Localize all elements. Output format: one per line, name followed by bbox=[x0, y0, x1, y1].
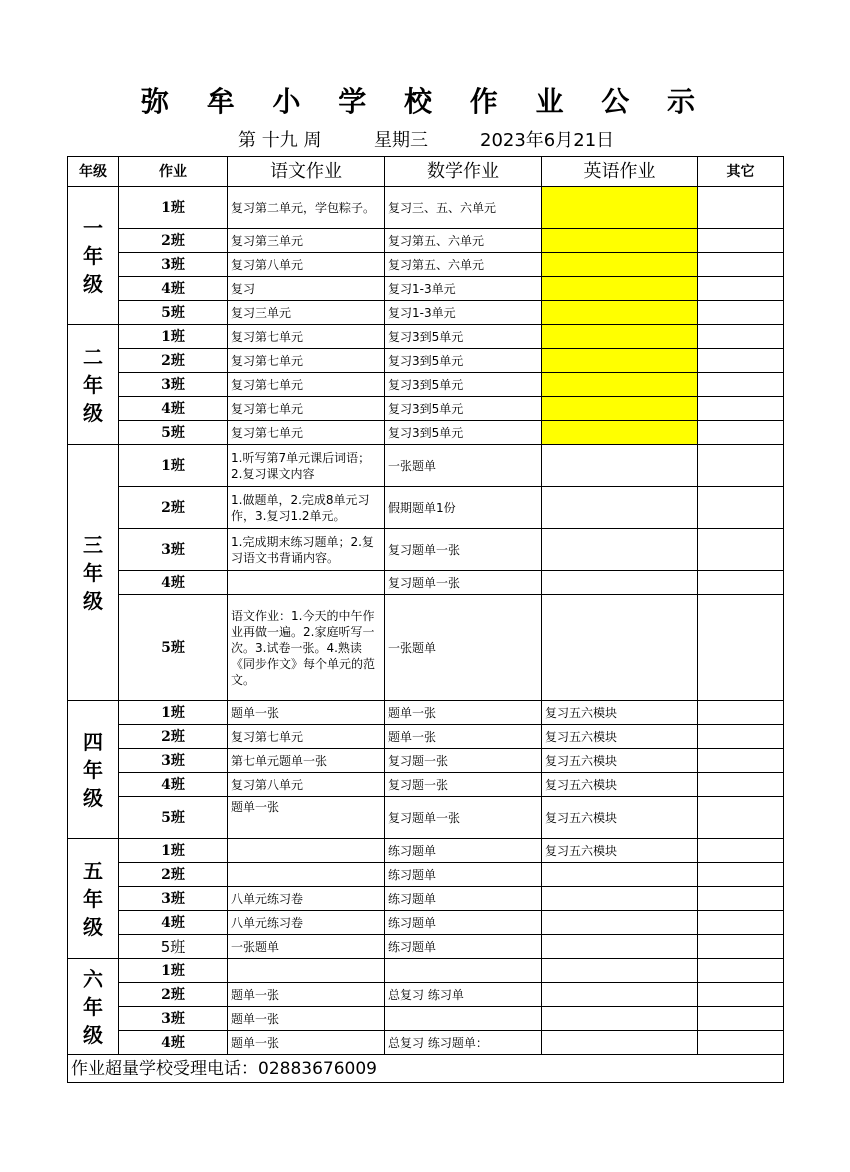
chinese-homework-cell: 1.完成期末练习题单；2.复习语文书背诵内容。 bbox=[228, 529, 385, 571]
chinese-homework-cell: 题单一张 bbox=[228, 1031, 385, 1055]
table-row bbox=[68, 373, 784, 397]
chinese-homework-cell: 复习第七单元 bbox=[228, 349, 385, 373]
chinese-homework-cell: 复习第八单元 bbox=[228, 253, 385, 277]
english-homework-cell bbox=[542, 301, 698, 325]
subtitle-row bbox=[0, 124, 850, 150]
class-label: 4班 bbox=[119, 773, 228, 797]
class-label: 2班 bbox=[119, 349, 228, 373]
chinese-homework-cell: 复习第七单元 bbox=[228, 373, 385, 397]
table-row bbox=[68, 325, 784, 349]
class-label: 3班 bbox=[119, 749, 228, 773]
other-homework-cell bbox=[698, 935, 784, 959]
table-row bbox=[68, 229, 784, 253]
other-homework-cell bbox=[698, 1007, 784, 1031]
math-homework-cell: 复习1-3单元 bbox=[385, 301, 542, 325]
page-title: 弥 牟 小 学 校 作 业 公 示 bbox=[141, 85, 709, 118]
table-row bbox=[68, 301, 784, 325]
chinese-homework-cell: 复习第七单元 bbox=[228, 421, 385, 445]
class-label: 1班 bbox=[119, 959, 228, 983]
class-label: 1班 bbox=[119, 445, 228, 487]
table-row bbox=[68, 529, 784, 571]
homework-table bbox=[67, 156, 784, 1083]
math-homework-cell: 练习题单 bbox=[385, 935, 542, 959]
other-homework-cell bbox=[698, 277, 784, 301]
table-row bbox=[68, 253, 784, 277]
other-homework-cell bbox=[698, 529, 784, 571]
chinese-homework-cell: 复习第二单元，学包粽子。 bbox=[228, 187, 385, 229]
table-row bbox=[68, 487, 784, 529]
english-homework-cell bbox=[542, 887, 698, 911]
header-row bbox=[68, 157, 784, 187]
english-homework-cell: 复习五六模块 bbox=[542, 749, 698, 773]
math-homework-cell bbox=[385, 1007, 542, 1031]
chinese-homework-cell: 题单一张 bbox=[228, 1007, 385, 1031]
class-label: 4班 bbox=[119, 397, 228, 421]
chinese-homework-cell: 1.听写第7单元课后词语；2.复习课文内容 bbox=[228, 445, 385, 487]
grade-label-text: 二年级 bbox=[83, 344, 103, 425]
other-homework-cell bbox=[698, 887, 784, 911]
english-homework-cell: 复习五六模块 bbox=[542, 797, 698, 839]
other-homework-cell bbox=[698, 349, 784, 373]
table-row bbox=[68, 959, 784, 983]
class-label: 2班 bbox=[119, 983, 228, 1007]
table-row bbox=[68, 935, 784, 959]
math-homework-cell: 题单一张 bbox=[385, 725, 542, 749]
table-row bbox=[68, 421, 784, 445]
class-label: 2班 bbox=[119, 725, 228, 749]
english-homework-cell bbox=[542, 373, 698, 397]
header-other: 其它 bbox=[698, 157, 784, 187]
table-row bbox=[68, 839, 784, 863]
english-homework-cell bbox=[542, 1007, 698, 1031]
header-grade: 年级 bbox=[68, 157, 119, 187]
english-homework-cell bbox=[542, 959, 698, 983]
chinese-homework-cell: 题单一张 bbox=[228, 797, 385, 839]
math-homework-cell: 练习题单 bbox=[385, 911, 542, 935]
chinese-homework-cell bbox=[228, 839, 385, 863]
english-homework-cell bbox=[542, 1031, 698, 1055]
math-homework-cell: 练习题单 bbox=[385, 887, 542, 911]
grade-label-text: 一年级 bbox=[83, 215, 103, 296]
math-homework-cell: 一张题单 bbox=[385, 445, 542, 487]
math-homework-cell: 一张题单 bbox=[385, 595, 542, 701]
header-math: 数学作业 bbox=[385, 157, 542, 187]
other-homework-cell bbox=[698, 749, 784, 773]
chinese-homework-cell: 语文作业：1.今天的中午作业再做一遍。2.家庭听写一次。3.试卷一张。4.熟读《同步作文》每个单元的范文。 bbox=[228, 595, 385, 701]
chinese-homework-cell: 复习第七单元 bbox=[228, 725, 385, 749]
header-homework: 作业 bbox=[119, 157, 228, 187]
table-row bbox=[68, 749, 784, 773]
english-homework-cell bbox=[542, 595, 698, 701]
table-row bbox=[68, 571, 784, 595]
other-homework-cell bbox=[698, 373, 784, 397]
english-homework-cell bbox=[542, 983, 698, 1007]
math-homework-cell: 复习题一张 bbox=[385, 749, 542, 773]
header-chinese: 语文作业 bbox=[228, 157, 385, 187]
chinese-homework-cell: 八单元练习卷 bbox=[228, 911, 385, 935]
other-homework-cell bbox=[698, 187, 784, 229]
other-homework-cell bbox=[698, 445, 784, 487]
chinese-homework-cell bbox=[228, 863, 385, 887]
class-label: 2班 bbox=[119, 487, 228, 529]
class-label: 1班 bbox=[119, 701, 228, 725]
math-homework-cell: 题单一张 bbox=[385, 701, 542, 725]
math-homework-cell: 复习3到5单元 bbox=[385, 397, 542, 421]
chinese-homework-cell: 题单一张 bbox=[228, 701, 385, 725]
table-row bbox=[68, 797, 784, 839]
chinese-homework-cell: 复习三单元 bbox=[228, 301, 385, 325]
other-homework-cell bbox=[698, 1031, 784, 1055]
grade-label-text: 五年级 bbox=[83, 858, 103, 939]
math-homework-cell: 复习3到5单元 bbox=[385, 421, 542, 445]
math-homework-cell bbox=[385, 959, 542, 983]
chinese-homework-cell: 复习 bbox=[228, 277, 385, 301]
table-row bbox=[68, 595, 784, 701]
math-homework-cell: 复习题一张 bbox=[385, 773, 542, 797]
english-homework-cell bbox=[542, 253, 698, 277]
table-row bbox=[68, 1031, 784, 1055]
class-label: 5班 bbox=[119, 421, 228, 445]
english-homework-cell bbox=[542, 863, 698, 887]
english-homework-cell bbox=[542, 445, 698, 487]
class-label: 5班 bbox=[119, 595, 228, 701]
math-homework-cell: 复习3到5单元 bbox=[385, 373, 542, 397]
class-label: 3班 bbox=[119, 1007, 228, 1031]
other-homework-cell bbox=[698, 229, 784, 253]
english-homework-cell bbox=[542, 935, 698, 959]
other-homework-cell bbox=[698, 959, 784, 983]
grade-label bbox=[68, 959, 119, 1055]
english-homework-cell bbox=[542, 911, 698, 935]
grade-label bbox=[68, 187, 119, 325]
date-label: 2023年6月21日 bbox=[480, 130, 615, 151]
chinese-homework-cell: 一张题单 bbox=[228, 935, 385, 959]
math-homework-cell: 复习3到5单元 bbox=[385, 349, 542, 373]
class-label: 1班 bbox=[119, 839, 228, 863]
other-homework-cell bbox=[698, 487, 784, 529]
grade-label bbox=[68, 325, 119, 445]
math-homework-cell: 复习题单一张 bbox=[385, 571, 542, 595]
chinese-homework-cell bbox=[228, 959, 385, 983]
other-homework-cell bbox=[698, 797, 784, 839]
other-homework-cell bbox=[698, 325, 784, 349]
table-row bbox=[68, 349, 784, 373]
math-homework-cell: 复习三、五、六单元 bbox=[385, 187, 542, 229]
table-row bbox=[68, 397, 784, 421]
math-homework-cell: 复习第五、六单元 bbox=[385, 229, 542, 253]
other-homework-cell bbox=[698, 911, 784, 935]
grade-label bbox=[68, 701, 119, 839]
other-homework-cell bbox=[698, 839, 784, 863]
table-row bbox=[68, 277, 784, 301]
english-homework-cell bbox=[542, 277, 698, 301]
math-homework-cell: 复习第五、六单元 bbox=[385, 253, 542, 277]
other-homework-cell bbox=[698, 725, 784, 749]
class-label: 2班 bbox=[119, 863, 228, 887]
class-label: 2班 bbox=[119, 229, 228, 253]
header-english: 英语作业 bbox=[542, 157, 698, 187]
english-homework-cell bbox=[542, 421, 698, 445]
week-label: 第 十九 周 bbox=[238, 130, 322, 151]
weekday-label: 星期三 bbox=[374, 130, 428, 151]
other-homework-cell bbox=[698, 863, 784, 887]
table-row bbox=[68, 863, 784, 887]
other-homework-cell bbox=[698, 983, 784, 1007]
english-homework-cell bbox=[542, 571, 698, 595]
other-homework-cell bbox=[698, 301, 784, 325]
english-homework-cell: 复习五六模块 bbox=[542, 725, 698, 749]
table-row bbox=[68, 983, 784, 1007]
english-homework-cell: 复习五六模块 bbox=[542, 839, 698, 863]
math-homework-cell: 假期题单1份 bbox=[385, 487, 542, 529]
chinese-homework-cell: 复习第七单元 bbox=[228, 325, 385, 349]
chinese-homework-cell: 复习第七单元 bbox=[228, 397, 385, 421]
english-homework-cell bbox=[542, 229, 698, 253]
other-homework-cell bbox=[698, 773, 784, 797]
table-row bbox=[68, 887, 784, 911]
math-homework-cell: 复习1-3单元 bbox=[385, 277, 542, 301]
english-homework-cell: 复习五六模块 bbox=[542, 701, 698, 725]
table-row bbox=[68, 445, 784, 487]
english-homework-cell bbox=[542, 325, 698, 349]
chinese-homework-cell: 复习第八单元 bbox=[228, 773, 385, 797]
class-label: 4班 bbox=[119, 1031, 228, 1055]
english-homework-cell bbox=[542, 397, 698, 421]
table-row bbox=[68, 1007, 784, 1031]
chinese-homework-cell bbox=[228, 571, 385, 595]
class-label: 1班 bbox=[119, 187, 228, 229]
footer-row bbox=[68, 1055, 784, 1083]
other-homework-cell bbox=[698, 253, 784, 277]
class-label: 3班 bbox=[119, 373, 228, 397]
class-label: 4班 bbox=[119, 571, 228, 595]
chinese-homework-cell: 第七单元题单一张 bbox=[228, 749, 385, 773]
table-row bbox=[68, 725, 784, 749]
complaint-hotline: 作业超量学校受理电话：02883676009 bbox=[68, 1055, 784, 1083]
grade-label-text: 四年级 bbox=[83, 729, 103, 810]
math-homework-cell: 练习题单 bbox=[385, 839, 542, 863]
other-homework-cell bbox=[698, 421, 784, 445]
other-homework-cell bbox=[698, 595, 784, 701]
math-homework-cell: 复习3到5单元 bbox=[385, 325, 542, 349]
english-homework-cell bbox=[542, 349, 698, 373]
class-label: 4班 bbox=[119, 277, 228, 301]
chinese-homework-cell: 复习第三单元 bbox=[228, 229, 385, 253]
class-label: 5班 bbox=[119, 935, 228, 959]
other-homework-cell bbox=[698, 701, 784, 725]
class-label: 3班 bbox=[119, 887, 228, 911]
english-homework-cell bbox=[542, 187, 698, 229]
math-homework-cell: 总复习 练习单 bbox=[385, 983, 542, 1007]
class-label: 3班 bbox=[119, 529, 228, 571]
math-homework-cell: 总复习 练习题单： bbox=[385, 1031, 542, 1055]
class-label: 4班 bbox=[119, 911, 228, 935]
english-homework-cell bbox=[542, 487, 698, 529]
grade-label-text: 三年级 bbox=[83, 532, 103, 613]
class-label: 3班 bbox=[119, 253, 228, 277]
chinese-homework-cell: 1.做题单，2.完成8单元习作，3.复习1.2单元。 bbox=[228, 487, 385, 529]
grade-label bbox=[68, 839, 119, 959]
table-row bbox=[68, 701, 784, 725]
chinese-homework-cell: 八单元练习卷 bbox=[228, 887, 385, 911]
other-homework-cell bbox=[698, 571, 784, 595]
english-homework-cell: 复习五六模块 bbox=[542, 773, 698, 797]
chinese-homework-cell: 题单一张 bbox=[228, 983, 385, 1007]
other-homework-cell bbox=[698, 397, 784, 421]
grade-label bbox=[68, 445, 119, 701]
english-homework-cell bbox=[542, 529, 698, 571]
math-homework-cell: 复习题单一张 bbox=[385, 529, 542, 571]
class-label: 1班 bbox=[119, 325, 228, 349]
math-homework-cell: 练习题单 bbox=[385, 863, 542, 887]
class-label: 5班 bbox=[119, 301, 228, 325]
class-label: 5班 bbox=[119, 797, 228, 839]
table-row bbox=[68, 911, 784, 935]
table-row bbox=[68, 773, 784, 797]
math-homework-cell: 复习题单一张 bbox=[385, 797, 542, 839]
grade-label-text: 六年级 bbox=[83, 966, 103, 1047]
table-row bbox=[68, 187, 784, 229]
